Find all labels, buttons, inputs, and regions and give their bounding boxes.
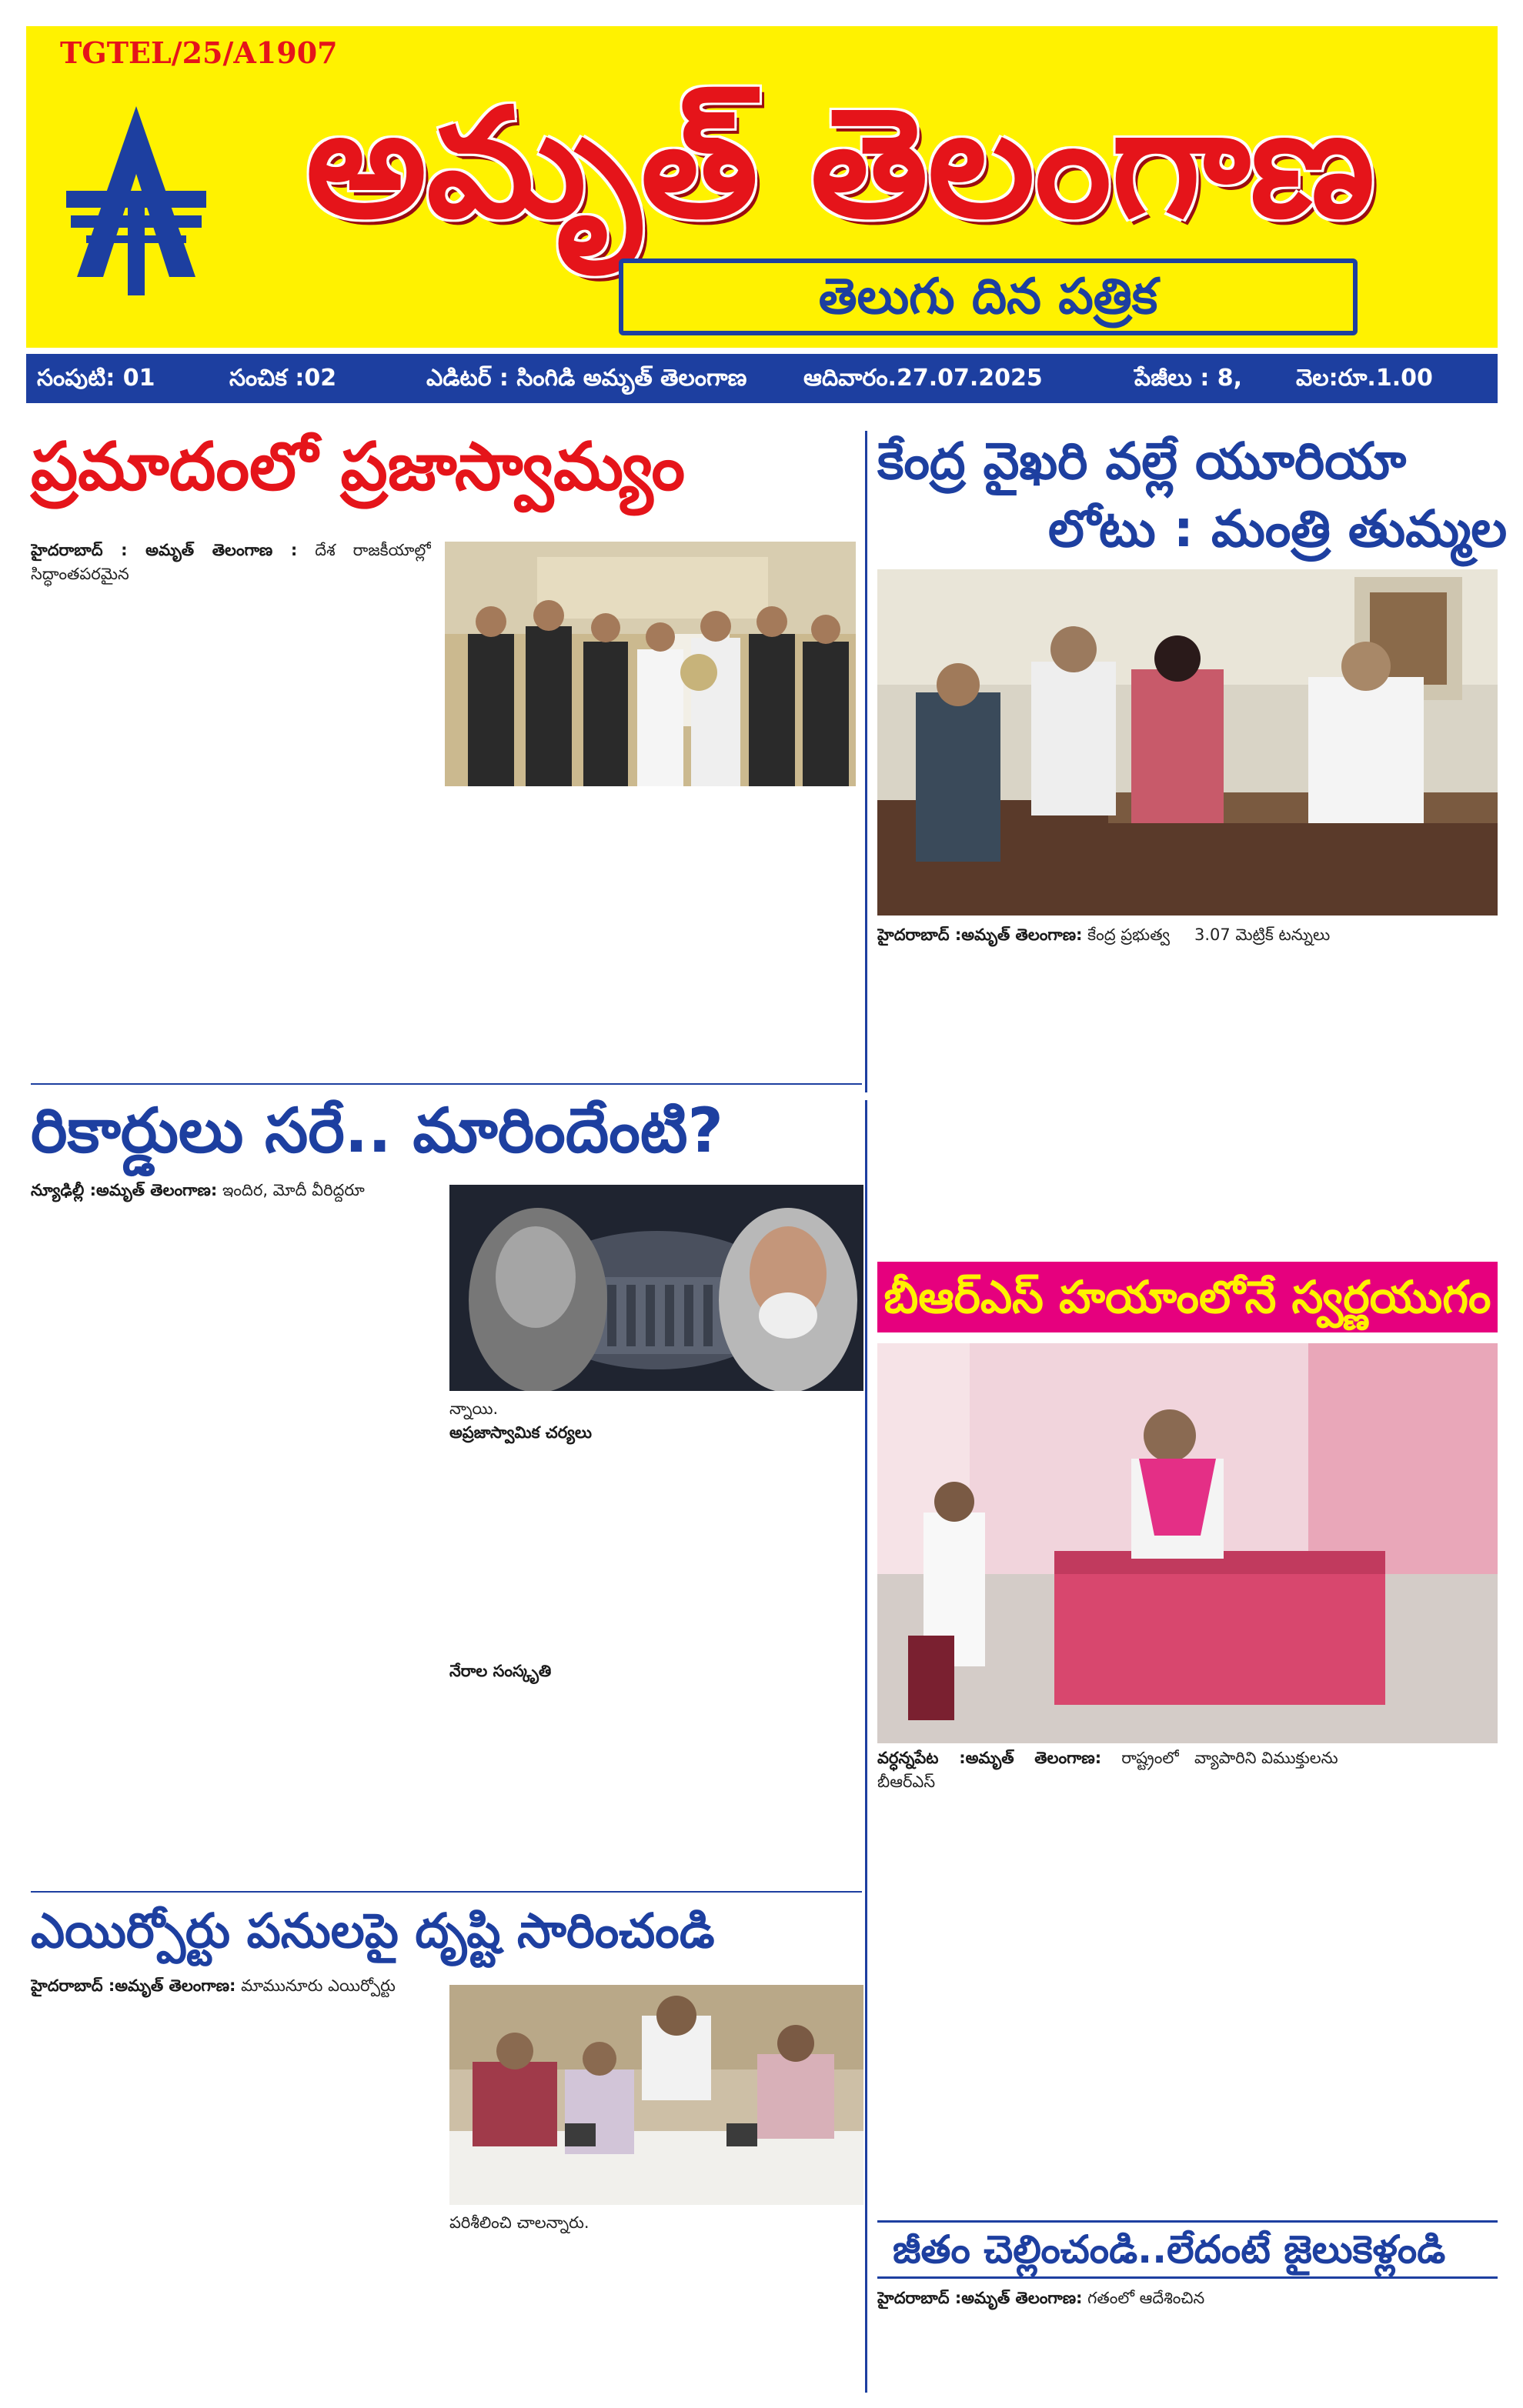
- democracy-text: దేశ రాజకీయాల్లో సిద్ధాంతపరమైన: [31, 541, 431, 583]
- records-subhead-1: అప్రజాస్వామిక చర్యలు: [449, 1423, 592, 1442]
- tagline: తెలుగు దిన పత్రిక: [818, 268, 1158, 325]
- airport-text-2: పరిశీలించి చాలన్నారు.: [449, 2213, 589, 2232]
- masthead: [26, 26, 1498, 348]
- newspaper-title: అమృత్ తెలంగాణ: [306, 76, 1375, 252]
- records-dateline: న్యూఢిల్లీ :అమృత్ తెలంగాణ:: [31, 1181, 218, 1199]
- indira-modi-parliament-photo: [449, 1185, 863, 1391]
- date-label: ఆదివారం.27.07.2025: [803, 365, 1043, 392]
- price-label: వెల:రూ.1.00: [1296, 365, 1433, 392]
- democracy-headline: ప్రమాదంలో ప్రజాస్వామ్యం: [31, 429, 686, 505]
- brs-headline: బీఆర్ఎస్ హయాంలోనే స్వర్ణయుగం: [877, 1262, 1498, 1332]
- salary-dateline: హైదరాబాద్ :అమృత్ తెలంగాణ:: [877, 2289, 1083, 2307]
- brs-body-col2: [1194, 1746, 1498, 2193]
- democracy-body: [31, 539, 431, 1046]
- brs-body-col1: [877, 1746, 1179, 2193]
- democracy-dateline: హైదరాబాద్ : అమృత్ తెలంగాణ :: [31, 541, 298, 559]
- airport-dateline: హైదరాబాద్ :అమృత్ తెలంగాణ:: [31, 1976, 236, 1995]
- urea-body-col1: [877, 923, 1179, 1246]
- volume-label: సంపుటి: 01: [37, 365, 155, 392]
- airport-text-1: మామునూరు ఎయిర్పోర్టు: [241, 1976, 396, 1995]
- ktr-speech-photo: [877, 1343, 1498, 1743]
- at-monogram-logo-icon: [63, 100, 209, 300]
- records-text-1: ఇందిర, మోదీ వీరిద్దరూ: [222, 1181, 365, 1199]
- airport-body-col1: [31, 1974, 439, 2390]
- brs-text-2: వ్యాపారిని విముక్తులను: [1194, 1749, 1338, 1767]
- brs-dateline: వర్ధన్నపేట :అమృత్ తెలంగాణ:: [877, 1749, 1102, 1767]
- records-subhead-2: నేరాల సంస్కృతి: [449, 1662, 552, 1680]
- airport-headline: ఎయిర్పోర్టు పనులపై దృష్టి సారించండి: [31, 1903, 715, 1959]
- editor-label: ఎడిటర్ : సింగిడి అమృత్ తెలంగాణ: [426, 365, 747, 392]
- minister-meeting-photo: [877, 569, 1498, 916]
- salary-text: గతంలో ఆదేశించిన: [1087, 2289, 1205, 2307]
- salary-body: [877, 2286, 1498, 2394]
- records-body-col2: [449, 1397, 863, 1805]
- brs-text-1: రాష్ట్రంలో బీఆర్ఎస్: [877, 1749, 1179, 1791]
- airport-review-meeting-photo: [449, 1985, 863, 2205]
- salary-headline: జీతం చెల్లించండి..లేదంటే జైలుకెళ్లండి: [893, 2227, 1446, 2272]
- pages-label: పేజీలు : 8,: [1134, 365, 1243, 392]
- urea-body-col2: [1194, 923, 1498, 1246]
- divider-left-lower: [31, 1891, 862, 1893]
- records-text-2: న్నాయి.: [449, 1399, 499, 1418]
- urea-headline-line1: కేంద్ర వైఖరి వల్లే యూరియా: [877, 432, 1407, 491]
- issue-label: సంచిక :02: [229, 365, 337, 392]
- award-ceremony-photo: [445, 542, 856, 786]
- urea-dateline: హైదరాబాద్ :అమృత్ తెలంగాణ:: [877, 926, 1083, 944]
- records-body-col1: [31, 1179, 439, 1809]
- column-divider-lower: [865, 1900, 867, 2393]
- democracy-body-col2: [445, 792, 856, 1046]
- airport-body-col2: [449, 2211, 863, 2390]
- records-headline: రికార్డులు సరే.. మారిందేంటి?: [31, 1095, 723, 1166]
- urea-headline-line2: లోటు : మంత్రి తుమ్మల: [1048, 499, 1508, 559]
- divider-left-upper: [31, 1083, 862, 1085]
- edition-info-bar: [26, 354, 1498, 403]
- column-divider-upper: [865, 431, 867, 1092]
- urea-text-2: 3.07 మెట్రిక్ టన్నులు: [1194, 926, 1331, 944]
- tagline-box: [619, 258, 1358, 335]
- registration-number: TGTEL/25/A1907: [60, 35, 338, 70]
- urea-text-1: కేంద్ర ప్రభుత్వ: [1087, 926, 1171, 944]
